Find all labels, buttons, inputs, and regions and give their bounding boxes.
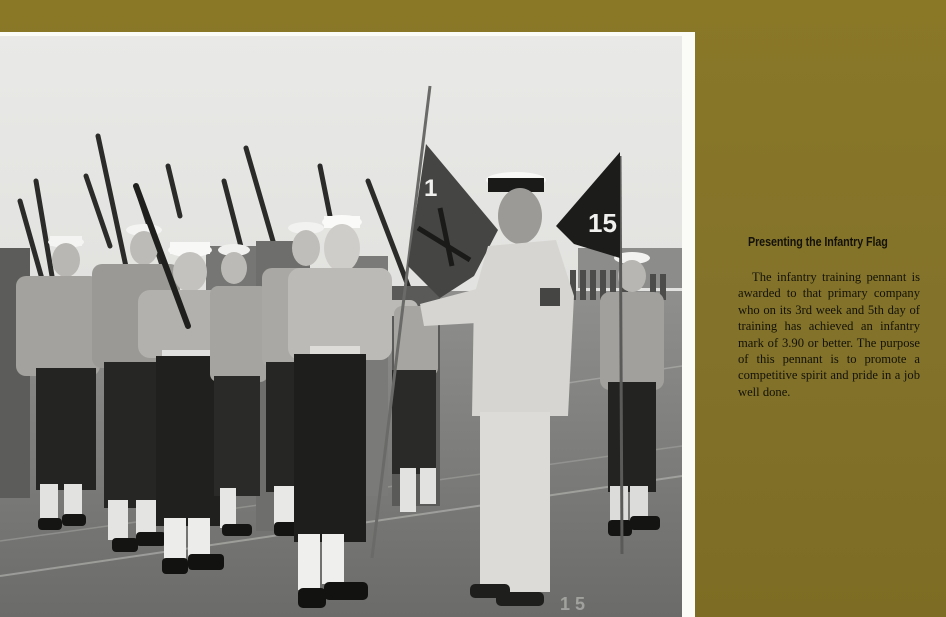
pennant-1-number: 1 xyxy=(424,175,438,202)
recruit-figure xyxy=(210,244,268,536)
photo-frame xyxy=(0,32,695,617)
svg-text:1 5: 1 5 xyxy=(560,594,586,614)
drill-ceremony-photo xyxy=(0,36,682,617)
caption-block xyxy=(738,235,920,400)
caption-body: The infantry training pennant is awarded to that primary company who on its 3rd week and 5th day of training has achieved an infantry mark of 3.90 or better. The purpose of this pennant is to promote a competitive spirit and pride in a job well done. xyxy=(738,270,920,399)
pennant-15-number: 15 xyxy=(588,208,617,238)
caption-title: Presenting the Infantry Flag xyxy=(748,235,888,249)
